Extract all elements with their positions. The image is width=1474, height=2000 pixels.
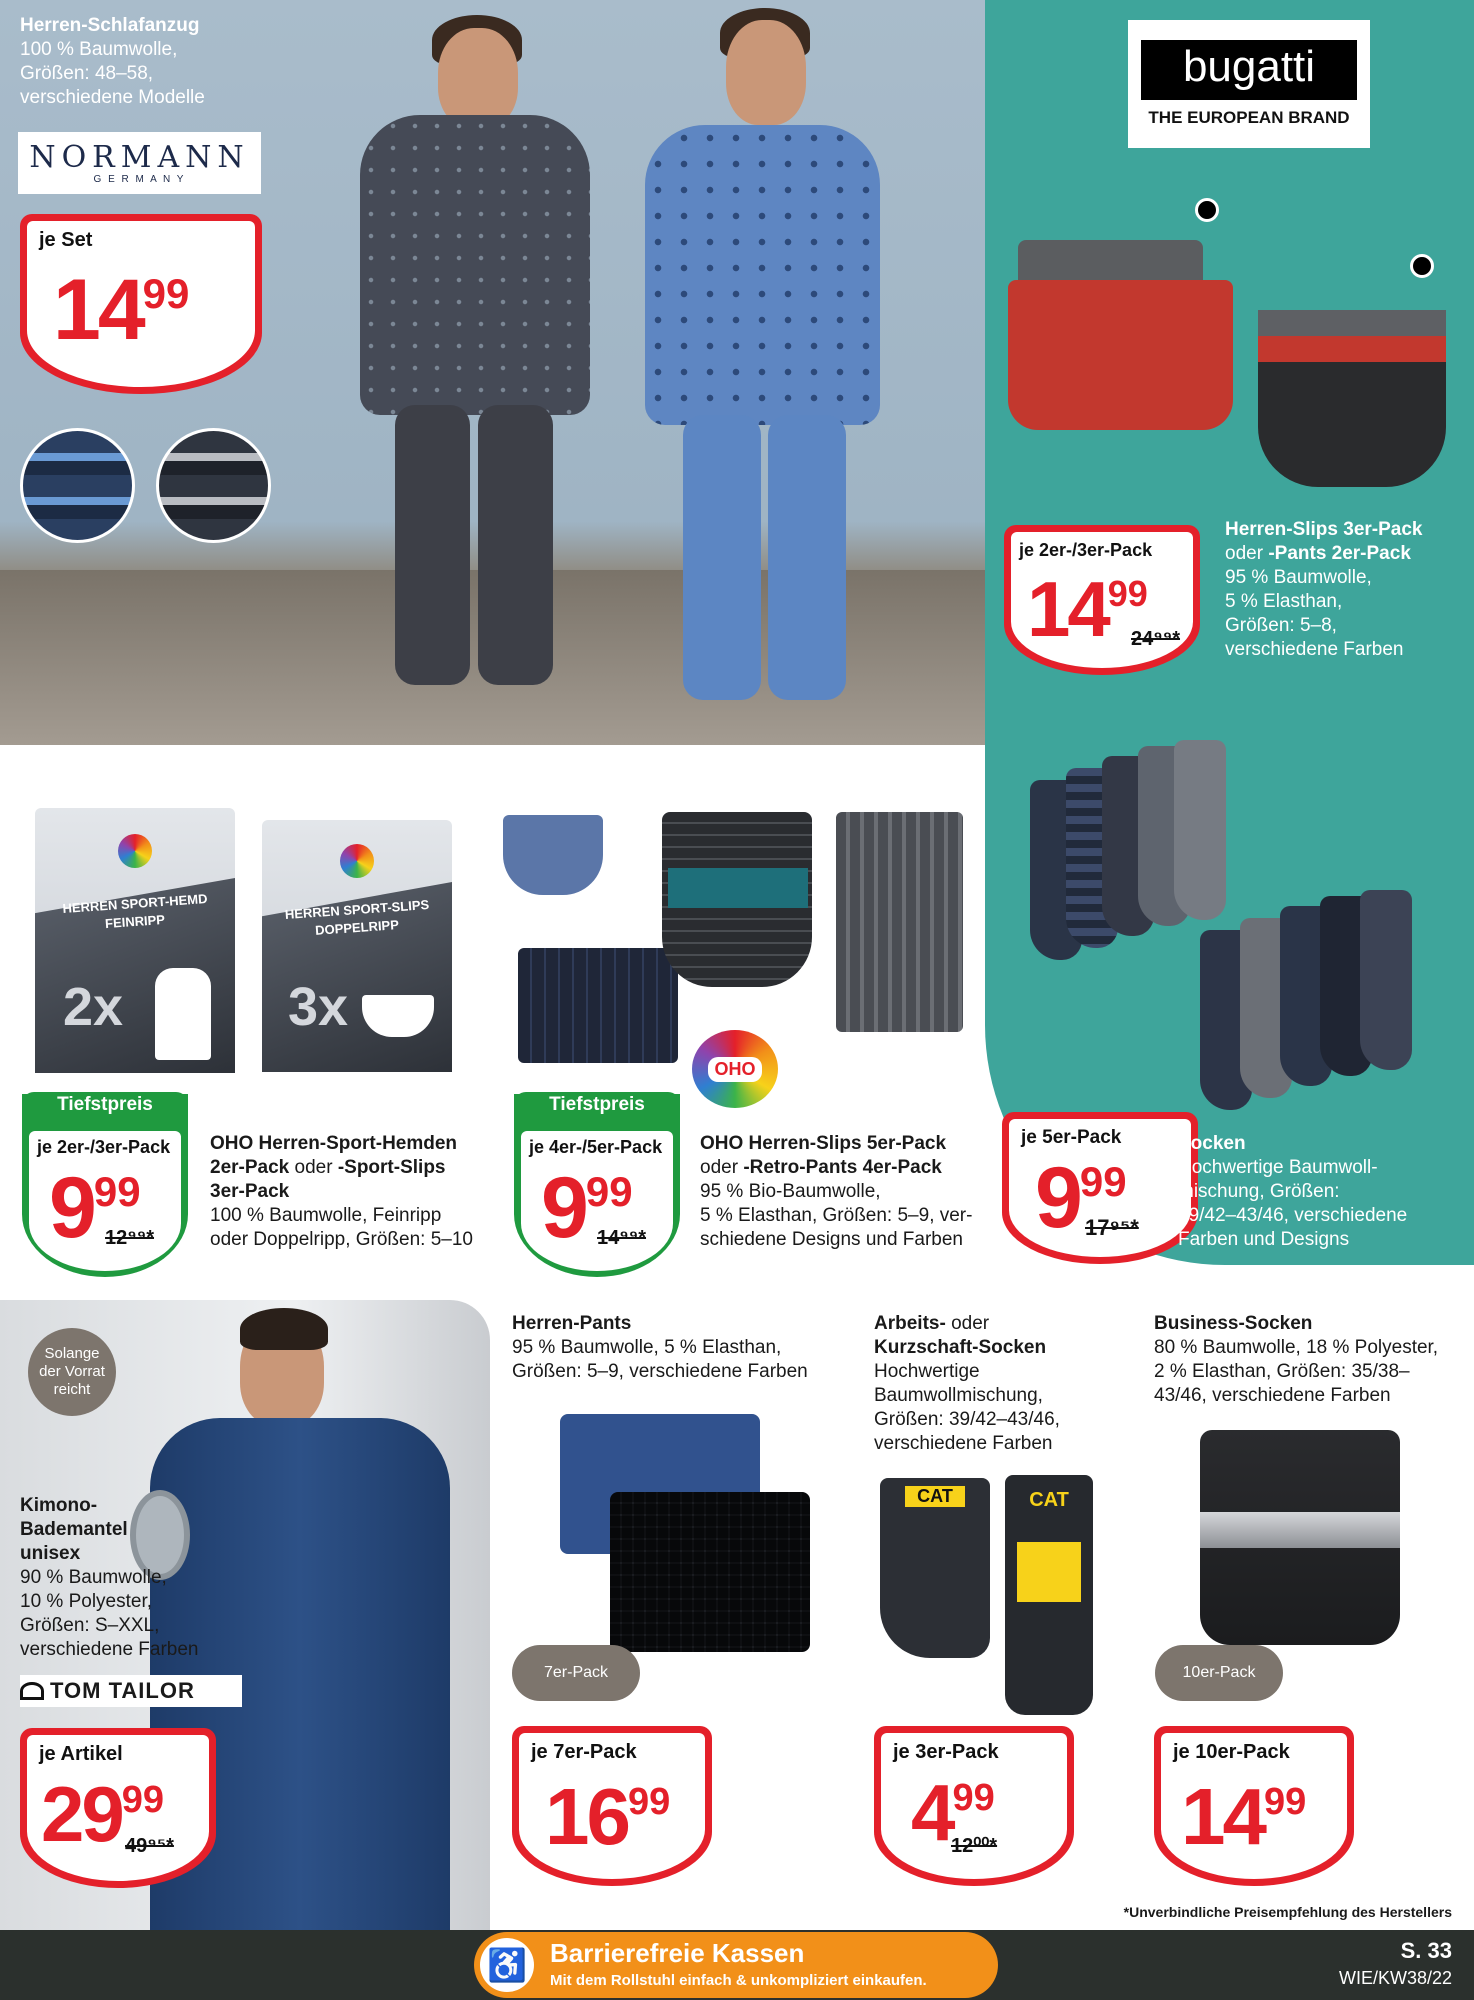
man-head [438, 28, 518, 128]
price-label: je 7er-Pack [531, 1741, 637, 1763]
bathrobe-line: Größen: S–XXL, [20, 1615, 160, 1636]
package-text: FEINRIPP [104, 911, 166, 932]
package-text: DOPPELRIPP [314, 917, 400, 938]
work-socks-line: verschiedene Farben [874, 1433, 1053, 1454]
business-socks-line: 2 % Elasthan, Größen: 35/38– [1154, 1361, 1410, 1382]
socks-line: Hochwertige Baumwoll- [1178, 1157, 1378, 1178]
price-cent: 99 [1107, 573, 1148, 614]
bugatti-tagline: THE EUROPEAN BRAND [1148, 108, 1350, 127]
normann-logo-sub: G E R M A N Y [93, 173, 186, 185]
price-label: je 2er-/3er-Pack [1019, 540, 1153, 560]
accessibility-banner [474, 1932, 998, 1998]
old-price: 12⁰⁰* [951, 1835, 998, 1857]
retro-pants-striped [518, 948, 678, 1063]
price-euro: 16 [545, 1772, 628, 1861]
oho-package-slips [262, 820, 452, 1072]
slip-teal [668, 868, 808, 908]
old-price: 12⁹⁹* [105, 1227, 155, 1249]
bugatti-line: 5 % Elasthan, [1225, 591, 1343, 612]
bathrobe-text [20, 1494, 199, 1662]
old-price: 49⁹⁵* [125, 1835, 174, 1857]
briefs-black [1258, 362, 1446, 487]
stock-badge: Solange der Vorrat reicht [28, 1328, 116, 1416]
oho-hemd-text [210, 1132, 473, 1252]
bathrobe-title: unisex [20, 1543, 81, 1564]
price-label: je 10er-Pack [1173, 1741, 1290, 1763]
price-cent: 99 [121, 1779, 165, 1821]
pack-badge: 7er-Pack [512, 1645, 640, 1701]
pants-line: 95 % Baumwolle, 5 % Elasthan, [512, 1337, 782, 1358]
slip-blue [503, 815, 603, 895]
business-socks-line: 80 % Baumwolle, 18 % Polyester, [1154, 1337, 1439, 1358]
price-euro: 9 [49, 1160, 94, 1256]
pajama-leg [768, 415, 846, 700]
price-value [1027, 565, 1148, 653]
price-label: je Set [39, 229, 93, 251]
bathrobe-line: 90 % Baumwolle, [20, 1567, 167, 1588]
old-price: 14⁹⁹* [597, 1227, 647, 1249]
cat-label: CAT [905, 1486, 965, 1507]
retro-pants-grey [836, 812, 963, 1032]
pants-checked [610, 1492, 810, 1652]
business-socks-price-shield [1154, 1726, 1354, 1886]
or-text: oder [700, 1157, 744, 1178]
work-socks-line: Baumwollmischung, [874, 1385, 1043, 1406]
pajama-line: verschiedene Modelle [20, 87, 205, 108]
bathrobe-line: verschiedene Farben [20, 1639, 199, 1660]
color-swatch-blue [20, 428, 135, 543]
price-cent: 99 [952, 1777, 995, 1819]
trunks-red [1008, 280, 1233, 430]
bugatti-logo-text: bugatti [1141, 40, 1357, 100]
bugatti-text [1225, 518, 1423, 662]
pajama-title: Herren-Schlafanzug [20, 15, 200, 36]
cat-sock-short [880, 1478, 990, 1658]
wheelchair-icon: ♿ [480, 1938, 534, 1992]
price-cent: 99 [1079, 1158, 1127, 1205]
socks-line: 39/42–43/46, verschiedene [1178, 1205, 1408, 1226]
price-cent: 99 [93, 1168, 141, 1215]
price-value [545, 1772, 671, 1861]
oho-slips-text [700, 1132, 972, 1252]
oho-slips-line: 5 % Elasthan, Größen: 5–9, ver- [700, 1205, 973, 1226]
bathrobe-line: 10 % Polyester, [20, 1591, 153, 1612]
tom-tailor-text: TOM TAILOR [50, 1678, 195, 1703]
oho-hemd-title-d: 3er-Pack [210, 1181, 290, 1202]
socks-price-shield [1002, 1112, 1198, 1264]
business-socks-line: 43/46, verschiedene Farben [1154, 1385, 1391, 1406]
oho-slips-title: OHO Herren-Slips 5er-Pack [700, 1133, 947, 1154]
price-euro: 9 [541, 1160, 586, 1256]
price-euro: 14 [1181, 1772, 1264, 1861]
pajama-line: 100 % Baumwolle, [20, 39, 178, 60]
normann-logo [18, 132, 261, 194]
page-number: S. 33 [1400, 1938, 1452, 1963]
oho-slips-line: schiedene Designs und Farben [700, 1229, 964, 1250]
price-euro: 29 [41, 1770, 122, 1858]
price-euro: 9 [1035, 1150, 1080, 1246]
or-text: oder [945, 1313, 990, 1334]
bathrobe-price-shield [20, 1728, 216, 1888]
oho-hemd-title: OHO Herren-Sport-Hemden [210, 1133, 458, 1154]
or-text: oder [289, 1157, 338, 1178]
oho-slips-line: 95 % Bio-Baumwolle, [700, 1181, 881, 1202]
pajama-line: Größen: 48–58, [20, 63, 154, 84]
pajama-text [20, 14, 205, 110]
oho-slips-price-shield [514, 1092, 680, 1277]
price-cent: 99 [1263, 1781, 1307, 1823]
pants-line: Größen: 5–9, verschiedene Farben [512, 1361, 808, 1382]
bugatti-line: 95 % Baumwolle, [1225, 567, 1372, 588]
tom-tailor-logo [20, 1675, 242, 1707]
work-socks-text [874, 1312, 1060, 1456]
old-price: 17⁹⁵* [1085, 1215, 1139, 1240]
pajama-leg [395, 405, 470, 685]
cat-sock-long [1005, 1475, 1093, 1715]
work-socks-line: Größen: 39/42–43/46, [874, 1409, 1060, 1430]
or-text: oder [1225, 543, 1269, 564]
oho-hemd-line: oder Doppelripp, Größen: 5–10 [210, 1229, 473, 1250]
banner-subline: Mit dem Rollstuhl einfach & unkompliziert einkaufen. [550, 1972, 927, 1989]
socks-text [1178, 1132, 1407, 1252]
banner-headline: Barrierefreie Kassen [550, 1938, 805, 1968]
price-cent: 99 [627, 1781, 671, 1823]
oho-hemd-line: 100 % Baumwolle, Feinripp [210, 1205, 442, 1226]
pajama-top-dark [360, 115, 590, 415]
edition-code: WIE/KW38/22 [1338, 1968, 1452, 1988]
cat-label: CAT [1029, 1489, 1069, 1511]
footnote: *Unverbindliche Preisempfehlung des Herstellers [1123, 1904, 1452, 1920]
business-socks-title: Business-Socken [1154, 1313, 1313, 1334]
tiefstpreis-badge: Tiefstpreis [514, 1094, 680, 1116]
socks-title: Socken [1178, 1133, 1246, 1154]
oho-logo [692, 1030, 778, 1108]
price-cent: 99 [585, 1168, 633, 1215]
price-euro: 14 [1027, 565, 1108, 653]
price-value [1181, 1772, 1307, 1861]
oho-slips-title-b: -Retro-Pants 4er-Pack [743, 1157, 942, 1178]
package-count: 3x [288, 977, 349, 1037]
price-label: je Artikel [39, 1743, 123, 1765]
pajama-price-shield [20, 214, 262, 394]
price-euro: 14 [53, 262, 143, 358]
oho-logo-text: OHO [708, 1057, 761, 1082]
color-dot-icon [1410, 254, 1434, 278]
color-swatch-grey [156, 428, 271, 543]
pajama-leg [683, 415, 761, 700]
business-socks-bundle [1200, 1430, 1400, 1645]
price-euro: 4 [911, 1768, 953, 1857]
work-socks-title-b: Kurzschaft-Socken [874, 1337, 1047, 1358]
price-cent: 99 [142, 270, 190, 317]
oho-hemd-title-c: -Sport-Slips [337, 1157, 446, 1178]
price-label: je 3er-Pack [893, 1741, 999, 1763]
pajama-leg [478, 405, 553, 685]
price-label: je 4er-/5er-Pack [529, 1137, 663, 1157]
man-head [726, 20, 806, 125]
pants-text [512, 1312, 808, 1384]
hair [240, 1308, 328, 1350]
pants-title: Herren-Pants [512, 1313, 632, 1334]
package-text: HERREN SPORT-SLIPS [284, 896, 430, 923]
socks-line: mischung, Größen: [1178, 1181, 1340, 1202]
bugatti-price-shield [1004, 525, 1200, 675]
price-value [53, 262, 190, 358]
oho-hemd-price-shield [22, 1092, 188, 1277]
pajama-top-blue [645, 125, 880, 425]
tom-tailor-icon [20, 1682, 44, 1700]
work-socks-line: Hochwertige [874, 1361, 980, 1382]
pack-badge: 10er-Pack [1155, 1645, 1283, 1701]
work-socks-price-shield [874, 1726, 1074, 1886]
socks-image-b [1200, 890, 1440, 1115]
work-socks-title-a: Arbeits- [874, 1313, 946, 1334]
bathrobe-title: Kimono- [20, 1495, 98, 1516]
price-label: je 5er-Pack [1021, 1127, 1122, 1148]
pants-price-shield [512, 1726, 712, 1886]
business-socks-text [1154, 1312, 1438, 1408]
price-label: je 2er-/3er-Pack [37, 1137, 171, 1157]
oho-hemd-title-b: 2er-Pack [210, 1157, 290, 1178]
tiefstpreis-badge: Tiefstpreis [22, 1094, 188, 1116]
bugatti-title-b: -Pants 2er-Pack [1268, 543, 1411, 564]
package-count: 2x [63, 977, 124, 1037]
bathrobe-title: Bademantel [20, 1519, 128, 1540]
socks-line: Farben und Designs [1178, 1229, 1350, 1250]
bugatti-title: Herren-Slips 3er-Pack [1225, 519, 1423, 540]
bugatti-logo [1128, 20, 1370, 148]
bugatti-line: Größen: 5–8, [1225, 615, 1337, 636]
oho-package-hemd [35, 808, 235, 1073]
normann-logo-text: NORMANN [29, 139, 250, 175]
bugatti-line: verschiedene Farben [1225, 639, 1404, 660]
package-text: HERREN SPORT-HEMD [62, 890, 208, 917]
color-dot-icon [1195, 198, 1219, 222]
old-price: 24⁹⁹* [1131, 628, 1181, 650]
